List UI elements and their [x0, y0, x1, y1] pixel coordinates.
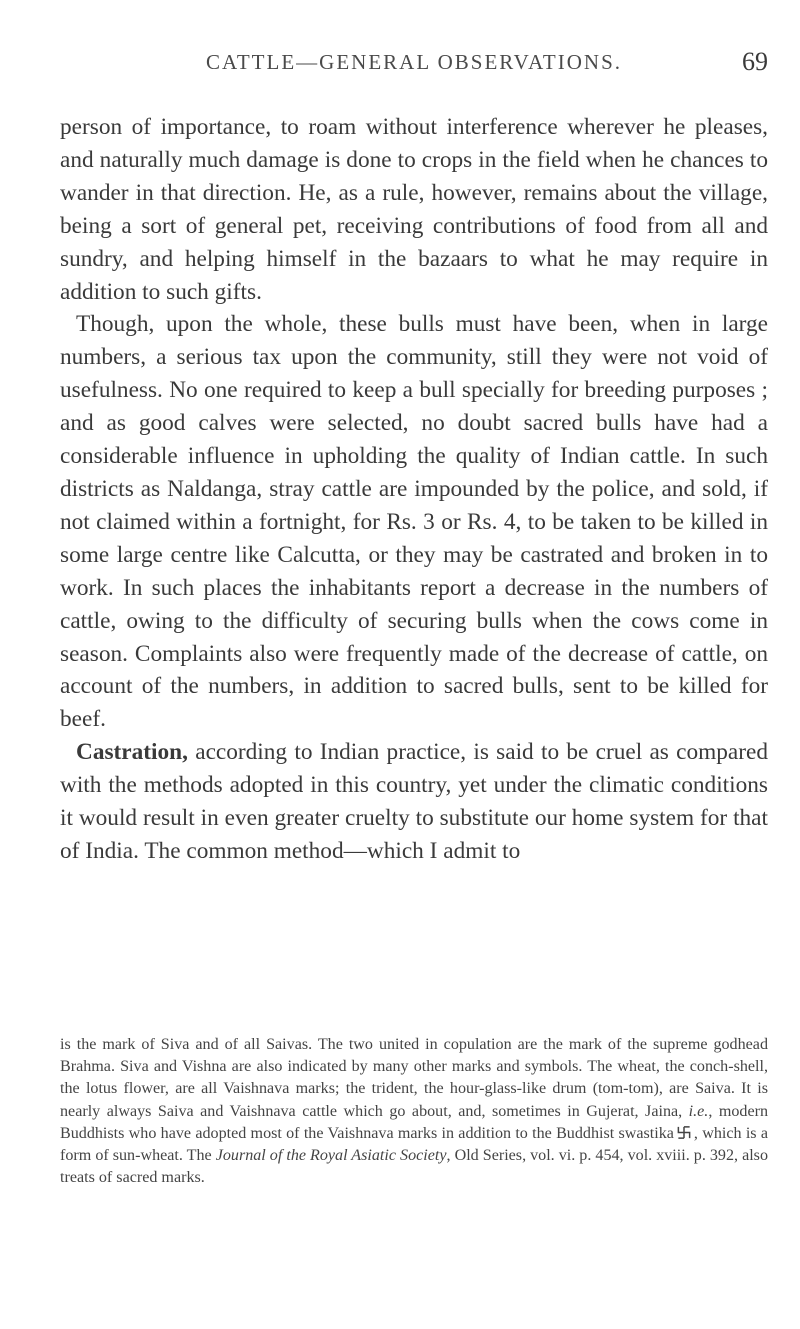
paragraph-castration	[60, 736, 768, 868]
footnote-text	[60, 1034, 768, 1189]
footnote-part-4: , Old Series, vol. vi. p. 454, vol. xviii. p. 392, also treats of sacred marks.	[60, 1147, 768, 1187]
swastika-icon	[676, 1125, 692, 1140]
footnote-part-3: , which is a form of sun-wheat. The	[60, 1124, 768, 1165]
castration-text: according to Indian practice, is said to be cruel as compared with the methods adopted in this country, yet under the climatic conditions it would result in even greater cruelty to substitute our home system for that of India. The common method—which I admit to	[60, 739, 768, 864]
footnote	[60, 1034, 768, 1189]
castration-run-in-heading: Castration,	[76, 739, 188, 766]
page-number: 69	[742, 47, 768, 76]
footnote-ie: i.e.	[688, 1102, 709, 1120]
body-text	[60, 111, 768, 868]
footnote-part-1: is the mark of Siva and of all Saivas. The two united in copulation are the mark of the supreme godhead Brahma. Siva and Vishna are also indicated by many other marks and symbols. The wheat, the conch-shell, the lotus flower, are all Vaishnava marks; the trident, the hour-glass-like drum (tom-tom), are Saiva. It is nearly always Saiva and Vaishnava cattle which go about, and, sometimes in Gujerat, Jaina,	[60, 1036, 768, 1120]
running-title: CATTLE—GENERAL OBSERVATIONS.	[206, 50, 622, 74]
footnote-part-2: , modern Buddhists who have adopted most of the Vaishnava marks in addition to the Buddhist swastika	[60, 1102, 769, 1142]
paragraph-sacred-bulls: Though, upon the whole, these bulls must have been, when in large numbers, a serious tax upon the community, still they were not void of usefulness. No one required to keep a bull specially for breeding purposes ; and as good calves were selected, no doubt sacred bulls have had a considerable influence in upholding the quality of Indian cattle. In such districts as Naldanga, stray cattle are impounded by the police, and sold, if not claimed within a fortnight, for Rs. 3 or Rs. 4, to be taken to be killed in some large centre like Calcutta, or they may be castrated and broken in to work. In such places the inhabitants report a decrease in the numbers of cattle, owing to the difficulty of securing bulls when the cows come in season. Complaints also were frequently made of the decrease of cattle, on account of the numbers, in addition to sacred bulls, sent to be killed for beef.	[60, 311, 768, 733]
running-head	[60, 47, 768, 80]
footnote-journal-title: Journal of the Royal Asiatic Society	[215, 1147, 447, 1165]
paragraph-continuation: person of importance, to roam without interference wherever he pleases, and naturally much damage is done to crops in the field when he chances to wander in that direction. He, as a rule, however, remains about the village, being a sort of general pet, receiving contributions of food from all and sundry, and helping himself in the bazaars to what he may require in addition to such gifts.	[60, 114, 768, 305]
